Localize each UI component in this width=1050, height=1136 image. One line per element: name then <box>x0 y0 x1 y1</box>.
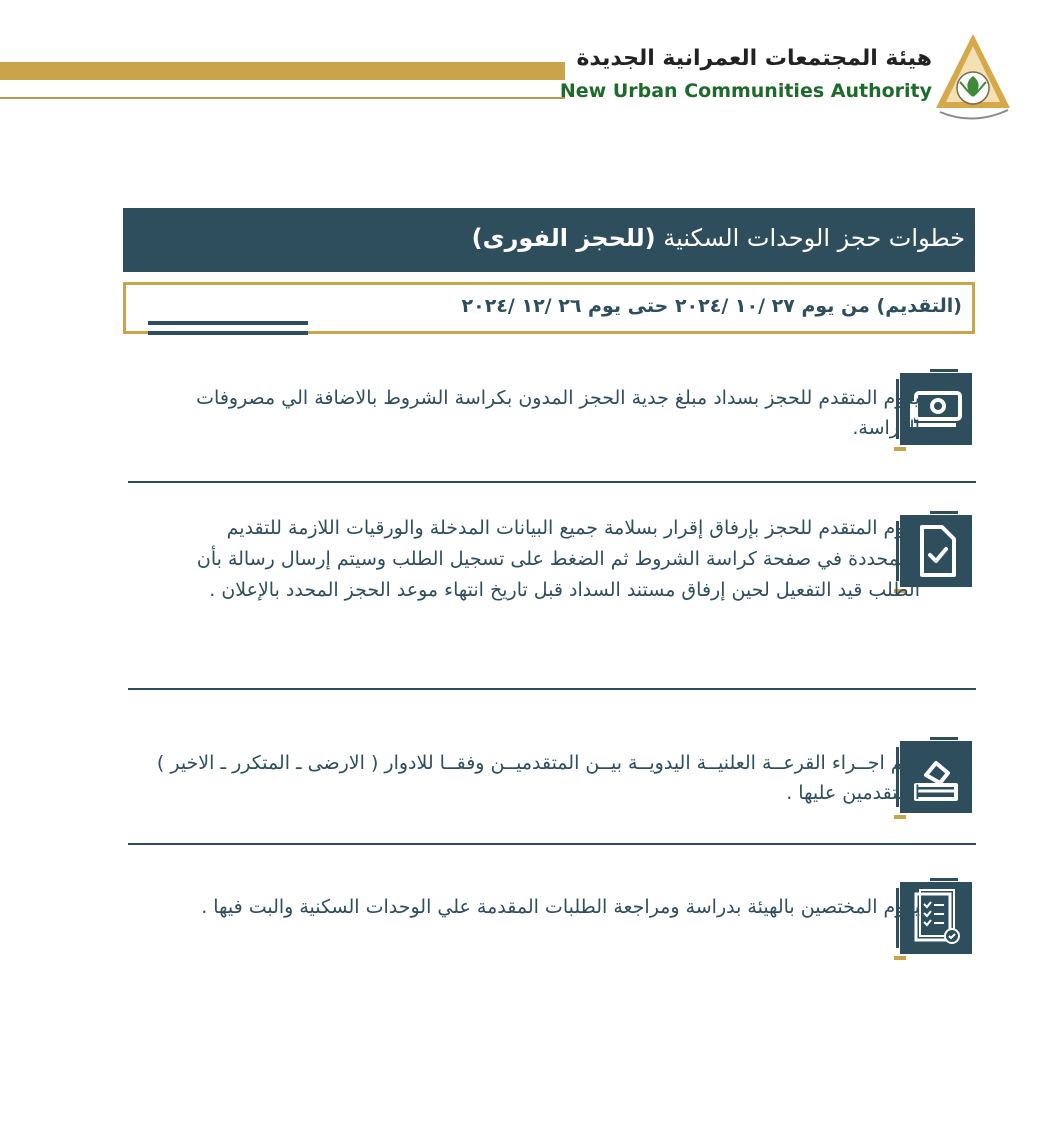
divider-2 <box>128 688 976 690</box>
divider-3 <box>128 843 976 845</box>
step-4-text: يقوم المختصين بالهيئة بدراسة ومراجعة الطلبات المقدمة علي الوحدات السكنية والبت فيها . <box>201 896 920 918</box>
date-underline-decoration <box>148 321 308 335</box>
org-name-arabic: هيئة المجتمعات العمرانية الجديدة <box>576 46 932 71</box>
nuca-logo-icon <box>930 30 1016 120</box>
divider-1 <box>128 481 976 483</box>
header-thin-line <box>0 97 565 99</box>
header-gold-bar <box>0 62 565 80</box>
title-highlight: (للحجز الفورى) <box>471 224 656 252</box>
step-3-text: يتـم اجــراء القرعــة العلنيــة اليدويــة بيــن المتقدميــن وفقــا للادوار ( الارضى ـ المتكرر ـ الاخير ) المتقدمين عليها . <box>156 752 920 804</box>
step-1-text: يقوم المتقدم للحجز بسداد مبلغ جدية الحجز المدون بكراسة الشروط بالاضافة الي مصروفات الدراسة. <box>196 387 920 439</box>
page-title <box>472 224 965 252</box>
date-range: (التقديم) من يوم ٢٧ /١٠ /٢٠٢٤ حتى يوم ٢٦ /١٢ /٢٠٢٤ <box>461 295 962 317</box>
title-main: خطوات حجز الوحدات السكنية <box>663 224 965 252</box>
org-name-english: New Urban Communities Authority <box>559 80 932 102</box>
step-2-text: يقوم المتقدم للحجز بإرفاق إقرار بسلامة جميع البيانات المدخلة والورقيات اللازمة للتقديم والمحددة في صفحة كراسة الشروط ثم الضغط على تسجيل الطلب وسيتم إرسال رسالة بأن الطلب قيد التفعيل لحين إرفاق مستند السداد قبل تاريخ انتهاء موعد الحجز المحدد بالإعلان . <box>196 517 920 601</box>
